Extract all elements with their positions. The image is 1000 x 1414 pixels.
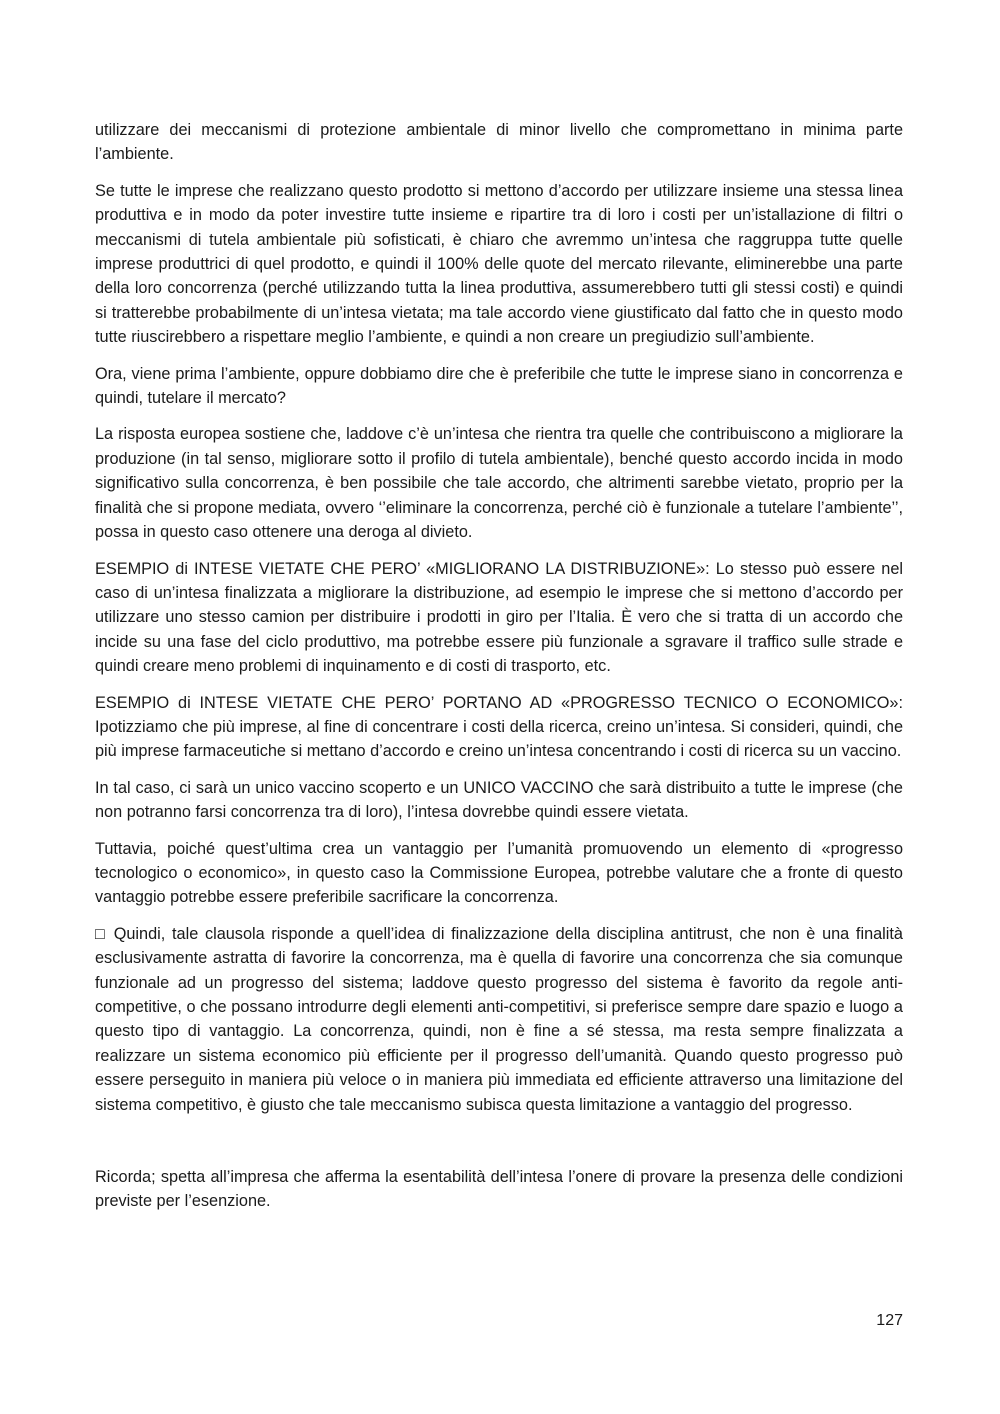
paragraph-environment-agreement: Se tutte le imprese che realizzano questo prodotto si mettono d’accordo per utilizzare insieme una stessa linea produttiva e in modo da poter investire tutte insieme e ripartire tra di loro i costi per un’istallazione di filtri o meccanismi di tutela ambientale più sofisticati, è chiaro che avremmo un’intesa che raggruppa tutte quelle imprese produttrici di quel prodotto, e quindi il 100% delle quote del mercato rilevante, eliminerebbe una parte della loro concorrenza (perché utilizzando tutta la linea produttiva, assumerebbero tutti gli stessi costi) e quindi si tratterebbe probabilmente di un’intesa vietata; ma tale accordo viene giustificato dal fatto che in questo modo tutte riuscirebbero a rispettare meglio l’ambiente, e quindi a non creare un pregiudizio sull’ambiente. xyxy=(95,181,903,347)
page-body xyxy=(95,118,903,1226)
paragraph-clause-conclusion: □ Quindi, tale clausola risponde a quell’idea di finalizzazione della disciplina antitrust, che non è una finalità esclusivamente astratta di favorire la concorrenza, ma è quella di favorire una concorrenza che sia comunque funzionale ad un progresso del sistema; laddove questo progresso del sistema è favorito da regole anti-competitive, o che possano introdurre degli elementi anti-competitivi, si preferisce sempre dare spazio e luogo a questo tipo di vantaggio. La concorrenza, quindi, non è fine a sé stessa, ma resta sempre finalizzata a realizzare un sistema economico più efficiente per il progresso dell’umanità. Quando questo progresso può essere perseguito in maniera più veloce o in maniera più immediata ed efficiente attraverso una limitazione del sistema competitivo, è giusto che tale meccanismo subisca questa limitazione a vantaggio del progresso. xyxy=(95,924,903,1114)
paragraph-intro-continuation: utilizzare dei meccanismi di protezione ambientale di minor livello che compromettano in minima parte l’ambiente. xyxy=(95,121,903,164)
paragraph-example-progress: ESEMPIO di INTESE VIETATE CHE PERO’ PORTANO AD «PROGRESSO TECNICO O ECONOMICO»: Ipotizziamo che più imprese, al fine di concentrare i costi della ricerca, creino un’intesa. Si consideri, quindi, che più imprese farmaceutiche si mettano d’accordo e creino un’intesa concentrando i costi di ricerca su un vaccino. xyxy=(95,693,903,761)
paragraph-however: Tuttavia, poiché quest’ultima crea un vantaggio per l’umanità promuovendo un elemento di «progresso tecnologico o economico», in questo caso la Commissione Europea, potrebbe valutare che a fronte di questo vantaggio potrebbe essere preferibile sacrificare la concorrenza. xyxy=(95,839,903,907)
paragraph-question: Ora, viene prima l’ambiente, oppure dobbiamo dire che è preferibile che tutte le imprese siano in concorrenza e quindi, tutelare il mercato? xyxy=(95,364,903,408)
paragraph-reminder: Ricorda; spetta all’impresa che afferma la esentabilità dell’intesa l’onere di provare la presenza delle condizioni previste per l’esenzione. xyxy=(95,1168,903,1211)
paragraph-european-answer: La risposta europea sostiene che, laddove c’è un’intesa che rientra tra quelle che contribuiscono a migliorare la produzione (in tal senso, migliorare sotto il profilo di tutela ambientale), benché questo accordo incida in modo significativo sulla concorrenza, è ben possibile che tale accordo, che altrimenti sarebbe vietato, proprio per la finalità che si propone mediata, ovvero ‘’eliminare la concorrenza, perché ciò è funzionale a tutelare l’ambiente’’, possa in questo caso ottenere una deroga al divieto. xyxy=(95,425,903,542)
paragraph-vaccine: In tal caso, ci sarà un unico vaccino scoperto e un UNICO VACCINO che sarà distribuito a tutte le imprese (che non potranno farsi concorrenza tra di loro), l’intesa dovrebbe quindi essere vietata. xyxy=(95,778,903,822)
paragraph-example-distribution: ESEMPIO di INTESE VIETATE CHE PERO’ «MIGLIORANO LA DISTRIBUZIONE»: Lo stesso può essere nel caso di un’intesa finalizzata a migliorare la distribuzione, ad esempio le imprese che si mettono d’accordo per utilizzare uno stesso camion per distribuire i prodotti in giro per l’Italia. È vero che si tratta di un accordo che incide su una fase del ciclo produttivo, ma potrebbe essere più funzionale a sgravare il traffico sulle strade e quindi creare meno problemi di inquinamento e di costi di trasporto, etc. xyxy=(95,559,903,676)
page-number: 127 xyxy=(876,1312,903,1329)
